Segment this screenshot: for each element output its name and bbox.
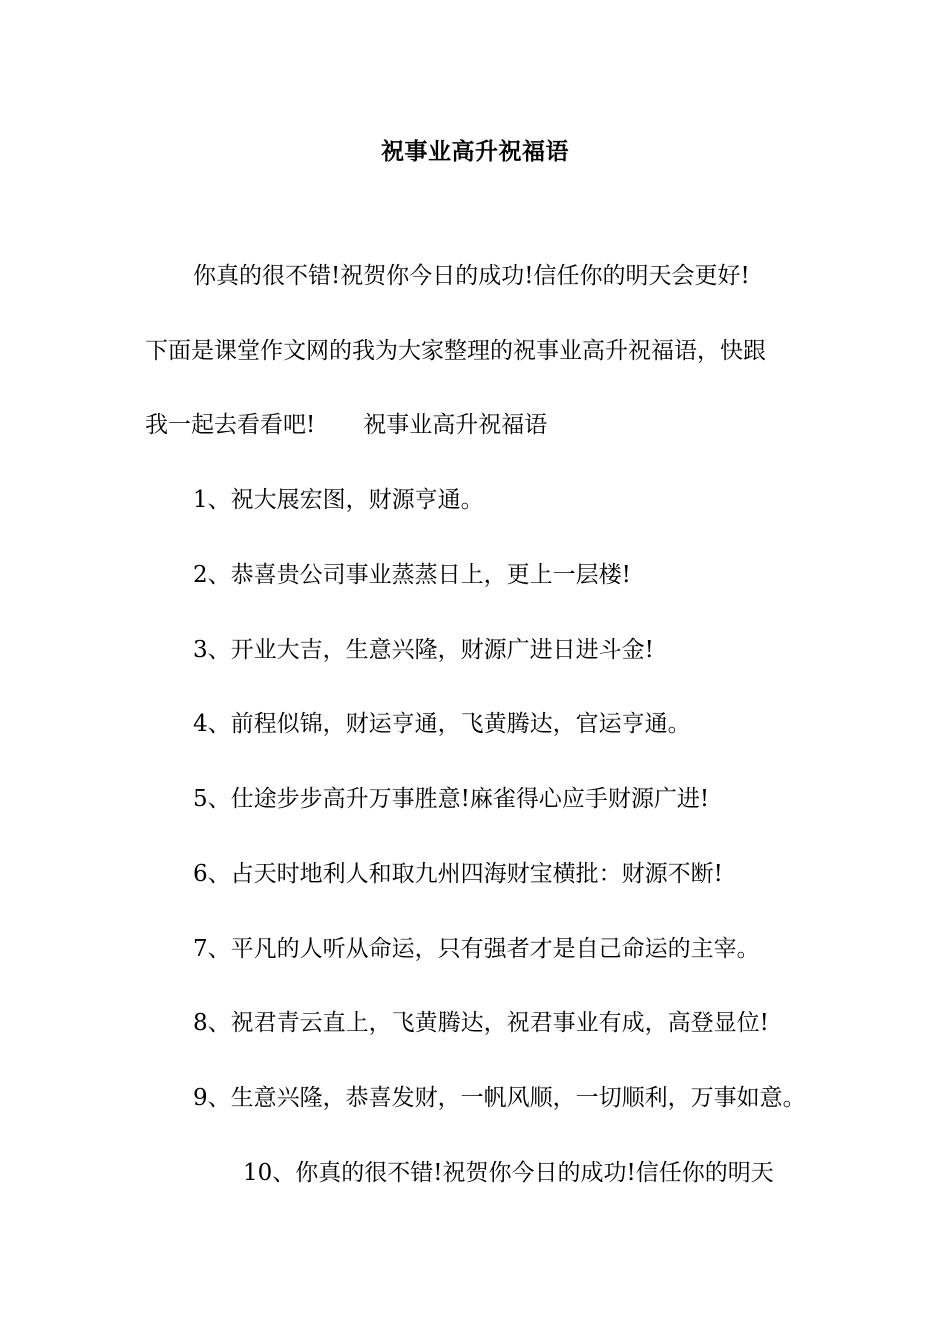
document-title: 祝事业高升祝福语 xyxy=(381,138,569,165)
list-item: 9、生意兴隆，恭喜发财，一帆风顺，一切顺利，万事如意。 xyxy=(193,1085,806,1111)
list-item: 5、仕途步步高升万事胜意!麻雀得心应手财源广进! xyxy=(193,786,710,812)
intro-line-3-text: 我一起去看看吧! xyxy=(145,412,316,438)
list-item: 4、前程似锦，财运亨通，飞黄腾达，官运亨通。 xyxy=(193,711,691,737)
list-item: 7、平凡的人听从命运，只有强者才是自己命运的主宰。 xyxy=(193,936,760,962)
section-heading: 祝事业高升祝福语 xyxy=(363,412,548,438)
list-item: 8、祝君青云直上，飞黄腾达，祝君事业有成，高登显位! xyxy=(193,1010,769,1036)
intro-line-3 xyxy=(145,409,547,441)
list-item: 3、开业大吉，生意兴隆，财源广进日进斗金! xyxy=(193,637,654,663)
list-item: 1、祝大展宏图，财源亨通。 xyxy=(193,487,484,513)
intro-line-1: 你真的很不错!祝贺你今日的成功!信任你的明天会更好! xyxy=(193,263,750,289)
intro-line-2: 下面是课堂作文网的我为大家整理的祝事业高升祝福语，快跟 xyxy=(145,338,766,364)
list-item: 6、占天时地利人和取九州四海财宝横批：财源不断! xyxy=(193,861,723,887)
list-item: 2、恭喜贵公司事业蒸蒸日上，更上一层楼! xyxy=(193,562,631,588)
list-item: 10、你真的很不错!祝贺你今日的成功!信任你的明天 xyxy=(243,1160,774,1186)
